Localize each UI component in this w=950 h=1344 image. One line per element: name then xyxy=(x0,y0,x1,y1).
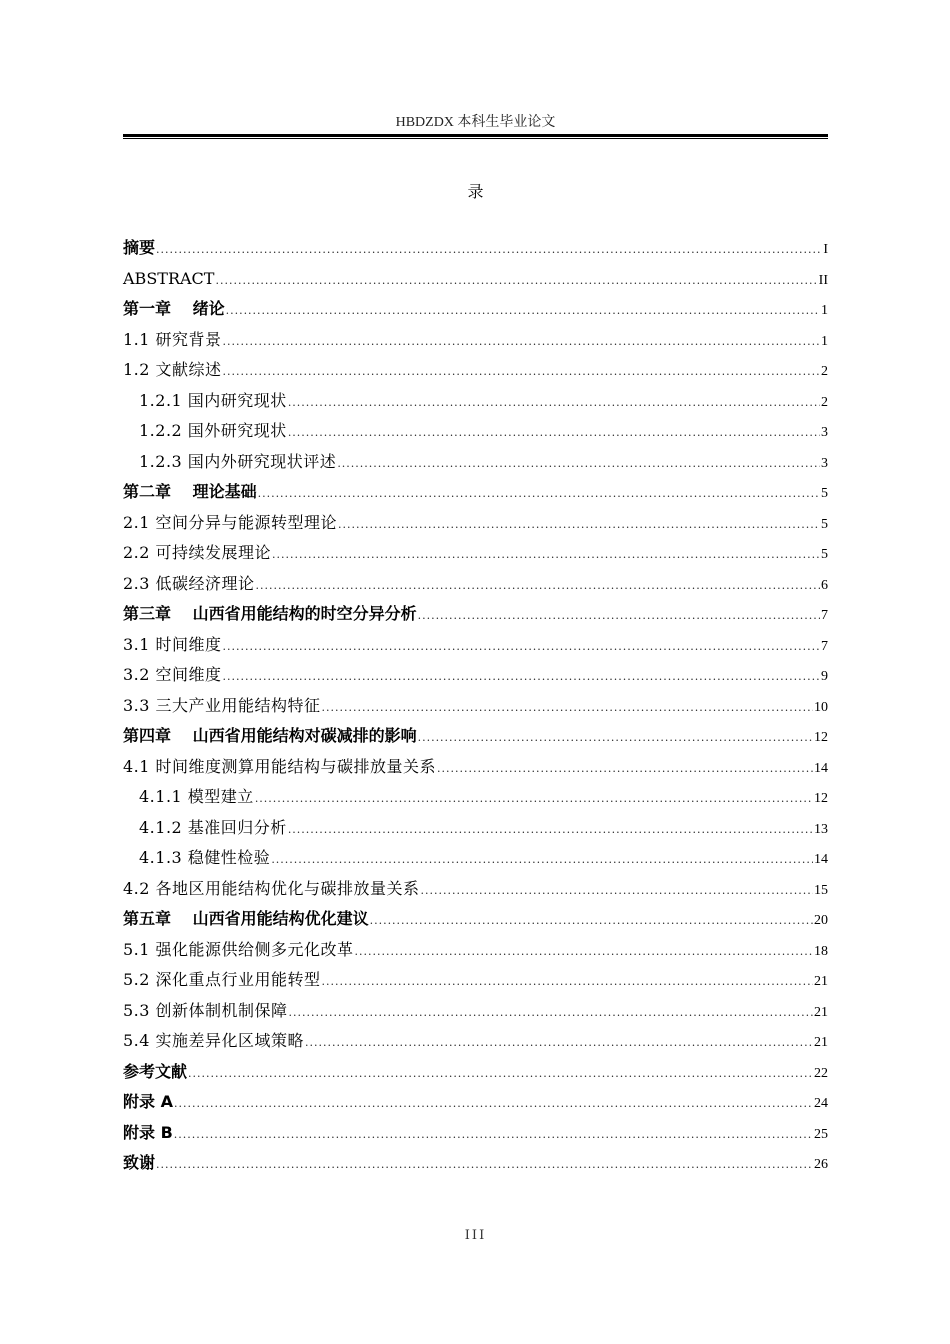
toc-entry-label: 1.2.1 国内研究现状 xyxy=(139,390,287,410)
toc-leader-dots xyxy=(258,476,820,506)
toc-entry-label: 1.2 文献综述 xyxy=(123,360,222,379)
toc-entry-label: 摘要 xyxy=(123,238,156,257)
toc-entry-page: 15 xyxy=(814,882,828,898)
toc-leader-dots xyxy=(288,415,820,445)
toc-leader-dots xyxy=(421,873,813,903)
toc-leader-dots xyxy=(223,324,820,354)
toc-entry[interactable] xyxy=(123,934,828,965)
toc-leader-dots xyxy=(370,903,813,933)
toc-entry-label: ABSTRACT xyxy=(123,268,215,288)
toc-entry-label: 1.2.2 国外研究现状 xyxy=(139,421,287,440)
toc-entry-page: 25 xyxy=(814,1126,828,1142)
toc-entry-label: 2.1 空间分异与能源转型理论 xyxy=(123,512,338,532)
toc-entry[interactable] xyxy=(123,659,828,690)
toc-entry-label: 第五章 山西省用能结构优化建议 xyxy=(123,909,369,928)
toc-entry-page: 21 xyxy=(814,1035,828,1050)
header-rule-thick xyxy=(123,134,828,137)
toc-entry[interactable] xyxy=(123,476,828,507)
toc-leader-dots xyxy=(156,1147,813,1177)
toc-entry[interactable] xyxy=(123,964,828,995)
toc-entry-label: 参考文献 xyxy=(123,1061,188,1081)
toc-entry-label: 2.2 可持续发展理论 xyxy=(123,543,272,562)
toc-entry-label: 5.3 创新体制机制保障 xyxy=(123,1000,288,1020)
toc-entry[interactable] xyxy=(123,537,828,568)
toc-entry[interactable] xyxy=(123,873,828,904)
toc-leader-dots xyxy=(223,659,820,689)
toc-entry-page: 7 xyxy=(821,638,828,654)
running-header: HBDZDX 本科生毕业论文 xyxy=(395,115,556,130)
toc-entry-page: 26 xyxy=(814,1157,828,1172)
toc-entry-label: 第二章 理论基础 xyxy=(123,482,257,501)
toc-entry-label: 5.1 强化能源供给侧多元化改革 xyxy=(123,939,354,959)
toc-leader-dots xyxy=(272,537,820,567)
toc-entry-page: 5 xyxy=(821,547,828,562)
toc-entry-page: 6 xyxy=(821,577,828,593)
toc-entry[interactable] xyxy=(123,629,828,660)
toc-leader-dots xyxy=(338,507,820,537)
toc-leader-dots xyxy=(288,385,820,415)
toc-entry-label: 5.4 实施差异化区域策略 xyxy=(123,1031,305,1050)
toc-entry[interactable] xyxy=(123,415,828,446)
toc-entry-page: 12 xyxy=(814,791,828,806)
toc-entry[interactable] xyxy=(123,354,828,385)
toc-entry-page: 13 xyxy=(814,821,828,837)
toc-entry-page: 9 xyxy=(821,669,828,684)
header-rule-thin xyxy=(123,138,828,139)
toc-entry[interactable] xyxy=(123,598,828,629)
toc-entry-page: 1 xyxy=(821,303,828,318)
toc-entry-page: 12 xyxy=(814,730,828,745)
toc-entry[interactable] xyxy=(123,1086,828,1117)
toc-leader-dots xyxy=(305,1025,813,1055)
toc-entry-page: 21 xyxy=(814,1004,828,1020)
toc-leader-dots xyxy=(337,446,820,476)
toc-entry-label: 第一章 绪论 xyxy=(123,299,225,318)
toc-entry-page: 20 xyxy=(814,913,828,928)
toc-entry-page: 2 xyxy=(821,394,828,410)
toc-entry-label: 5.2 深化重点行业用能转型 xyxy=(123,970,321,989)
toc-entry-page: 22 xyxy=(814,1065,828,1081)
toc-entry-page: 5 xyxy=(821,486,828,501)
toc-entry-label: 附录 B xyxy=(123,1122,173,1142)
toc-leader-dots xyxy=(174,1086,813,1116)
toc-entry-label: 1.2.3 国内外研究现状评述 xyxy=(139,451,337,471)
toc-leader-dots xyxy=(271,842,813,872)
toc-leader-dots xyxy=(418,720,813,750)
toc-leader-dots xyxy=(322,690,813,720)
toc-entry-page: II xyxy=(818,272,828,288)
toc-entry[interactable] xyxy=(123,385,828,416)
toc-entry-label: 4.1.3 稳健性检验 xyxy=(139,848,271,867)
toc-entry-page: 21 xyxy=(814,974,828,989)
toc-leader-dots xyxy=(256,568,820,598)
toc-leader-dots xyxy=(437,751,813,781)
toc-entry-label: 3.3 三大产业用能结构特征 xyxy=(123,695,321,715)
toc-entry-page: 2 xyxy=(821,364,828,379)
toc-leader-dots xyxy=(215,263,817,293)
toc-entry[interactable] xyxy=(123,690,828,721)
toc-entry[interactable] xyxy=(123,812,828,843)
toc-entry-label: 3.1 时间维度 xyxy=(123,634,222,654)
toc-entry[interactable] xyxy=(123,568,828,599)
toc-entry-page: 14 xyxy=(814,760,828,776)
toc-entry-label: 第三章 山西省用能结构的时空分异分析 xyxy=(123,604,417,623)
toc-entry-page: 5 xyxy=(821,516,828,532)
toc-entry[interactable] xyxy=(123,263,828,294)
toc-leader-dots xyxy=(223,629,820,659)
toc-leader-dots xyxy=(156,232,822,262)
table-of-contents xyxy=(123,232,828,1178)
toc-leader-dots xyxy=(223,354,820,384)
toc-entry[interactable] xyxy=(123,1025,828,1056)
toc-leader-dots xyxy=(322,964,813,994)
toc-leader-dots xyxy=(255,781,813,811)
toc-entry[interactable] xyxy=(123,995,828,1026)
toc-entry[interactable] xyxy=(123,842,828,873)
toc-leader-dots xyxy=(418,598,820,628)
toc-entry-page: 14 xyxy=(814,852,828,867)
toc-entry[interactable] xyxy=(123,781,828,812)
toc-leader-dots xyxy=(288,812,813,842)
toc-entry-page: 10 xyxy=(814,699,828,715)
toc-leader-dots xyxy=(226,293,820,323)
toc-entry[interactable] xyxy=(123,1056,828,1087)
toc-entry-label: 4.1.2 基准回归分析 xyxy=(139,817,287,837)
toc-entry-page: 7 xyxy=(821,608,828,623)
toc-entry[interactable] xyxy=(123,293,828,324)
toc-entry-label: 2.3 低碳经济理论 xyxy=(123,573,255,593)
toc-entry[interactable] xyxy=(123,903,828,934)
toc-entry-page: I xyxy=(823,242,828,257)
toc-leader-dots xyxy=(289,995,813,1025)
toc-entry[interactable] xyxy=(123,446,828,477)
toc-entry[interactable] xyxy=(123,324,828,355)
toc-entry-label: 3.2 空间维度 xyxy=(123,665,222,684)
toc-leader-dots xyxy=(174,1117,813,1147)
toc-entry-page: 3 xyxy=(821,455,828,471)
toc-entry[interactable] xyxy=(123,720,828,751)
toc-entry-label: 附录 A xyxy=(123,1092,173,1111)
toc-entry-page: 24 xyxy=(814,1096,828,1111)
toc-entry-page: 3 xyxy=(821,425,828,440)
toc-entry-label: 4.1 时间维度测算用能结构与碳排放量关系 xyxy=(123,756,437,776)
toc-entry-label: 致谢 xyxy=(123,1153,156,1172)
toc-entry[interactable] xyxy=(123,507,828,538)
toc-leader-dots xyxy=(188,1056,813,1086)
toc-entry-label: 第四章 山西省用能结构对碳减排的影响 xyxy=(123,726,417,745)
toc-entry-label: 4.1.1 模型建立 xyxy=(139,787,254,806)
toc-entry-page: 1 xyxy=(821,333,828,349)
toc-entry[interactable] xyxy=(123,1147,828,1178)
toc-entry-page: 18 xyxy=(814,943,828,959)
toc-entry[interactable] xyxy=(123,751,828,782)
toc-leader-dots xyxy=(355,934,813,964)
page-number: III xyxy=(464,1228,487,1243)
toc-entry-label: 1.1 研究背景 xyxy=(123,329,222,349)
toc-entry[interactable] xyxy=(123,232,828,263)
toc-title: 录 xyxy=(467,182,484,201)
toc-entry[interactable] xyxy=(123,1117,828,1148)
toc-entry-label: 4.2 各地区用能结构优化与碳排放量关系 xyxy=(123,878,420,898)
